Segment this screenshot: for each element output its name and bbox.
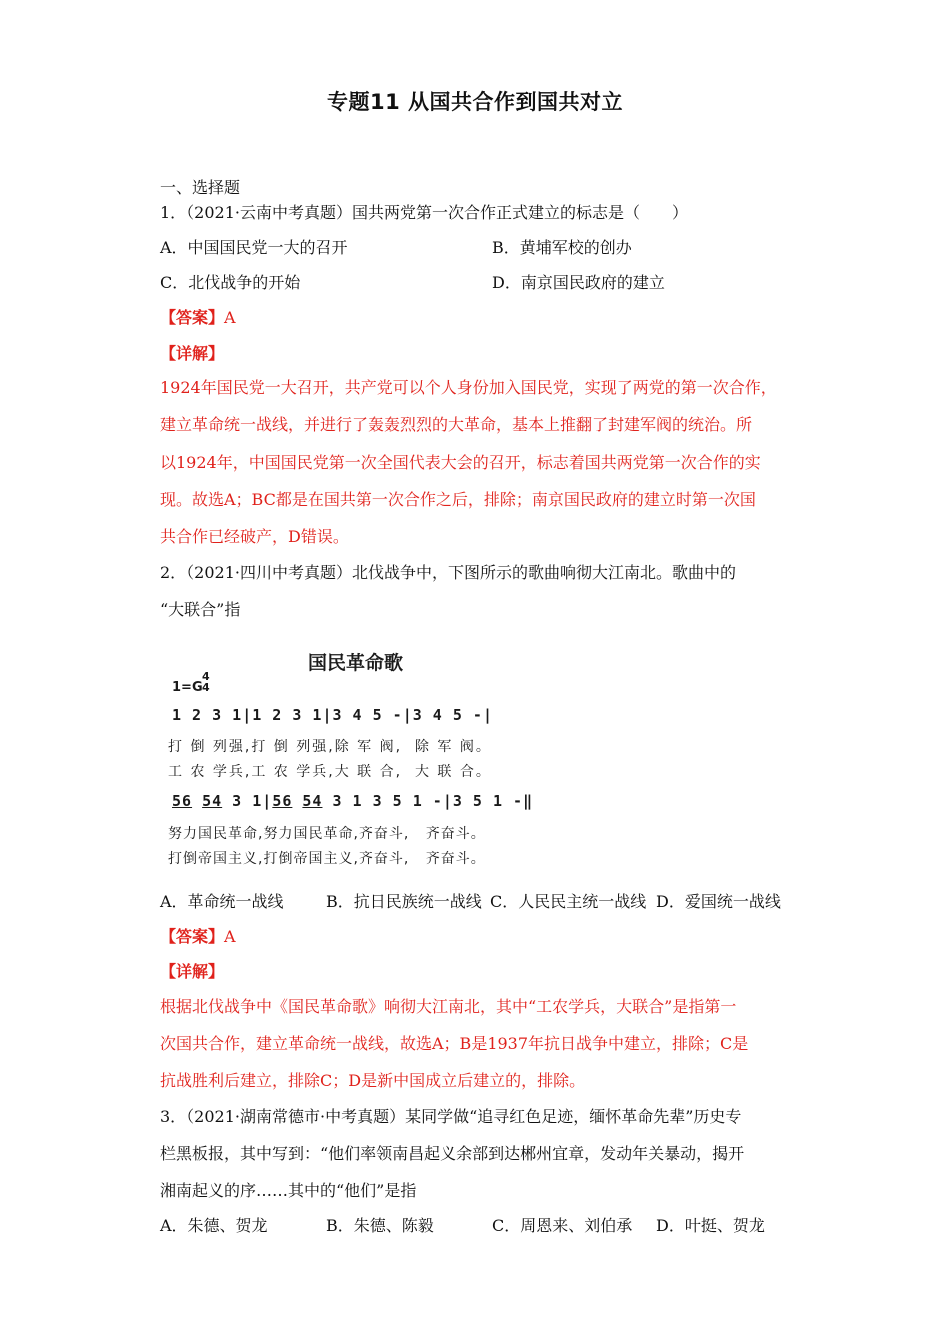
- q3-stem-line: 湘南起义的序……其中的“他们”是指: [160, 1181, 417, 1200]
- section-heading: 一、选择题: [160, 178, 241, 197]
- score-lyrics-row: 努力国民革命,努力国民革命,齐奋斗, 齐奋斗。: [168, 826, 486, 842]
- q1-detail-line: 共合作已经破产，D错误。: [160, 527, 349, 546]
- q3-option-b: B．朱德、陈毅: [326, 1216, 434, 1235]
- q2-stem-line: “大联合”指: [160, 600, 241, 619]
- q1-option-a: A．中国国民党一大的召开: [160, 238, 348, 257]
- q2-answer: [160, 927, 236, 947]
- answer-value: A: [224, 927, 236, 946]
- score-lyrics-row: 打倒帝国主义,打倒帝国主义,齐奋斗, 齐奋斗。: [168, 851, 486, 867]
- q1-answer: [160, 308, 236, 328]
- q1-detail-label: 【详解】: [160, 344, 225, 363]
- score-key: 1=G: [172, 680, 203, 695]
- q1-stem: 1．（2021·云南中考真题）国共两党第一次合作正式建立的标志是（ ）: [160, 203, 688, 222]
- q2-option-b: B．抗日民族统一战线: [326, 892, 482, 911]
- q2-detail-line: 次国共合作，建立革命统一战线，故选A；B是1937年抗日战争中建立，排除；C是: [160, 1034, 749, 1053]
- note-group: 3 1|: [222, 792, 273, 810]
- q2-detail-line: 抗战胜利后建立，排除C；D是新中国成立后建立的，排除。: [160, 1071, 586, 1090]
- q1-detail-line: 现。故选A；BC都是在国共第一次合作之后，排除；南京国民政府的建立时第一次国: [160, 490, 756, 509]
- music-score-image: [160, 640, 550, 872]
- q1-option-c: C．北伐战争的开始: [160, 273, 301, 292]
- q1-option-d: D．南京国民政府的建立: [492, 273, 665, 292]
- q2-detail-line: 根据北伐战争中《国民革命歌》响彻大江南北，其中“工农学兵，大联合”是指第一: [160, 997, 737, 1016]
- score-lyrics-row: 打 倒 列强,打 倒 列强,除 军 阀, 除 军 阀。: [168, 739, 492, 755]
- q2-option-d: D．爱国统一战线: [656, 892, 781, 911]
- q1-detail-line: 建立革命统一战线，并进行了轰轰烈烈的大革命，基本上推翻了封建军阀的统治。所: [160, 415, 753, 434]
- q3-stem-line: 3．（2021·湖南常德市·中考真题）某同学做“追寻红色足迹，缅怀革命先辈”历史专: [160, 1107, 742, 1126]
- note-group: 56: [272, 792, 293, 810]
- note-group: 56: [172, 792, 193, 810]
- score-lyrics-row: 工 农 学兵,工 农 学兵,大 联 合, 大 联 合。: [168, 764, 492, 780]
- q3-stem-line: 栏黑板报，其中写到：“他们率领南昌起义余部到达郴州宜章，发动年关暴动，揭开: [160, 1144, 745, 1163]
- q3-option-d: D．叶挺、贺龙: [656, 1216, 765, 1235]
- score-title: 国民革命歌: [308, 652, 404, 674]
- q2-option-c: C．人民民主统一战线: [490, 892, 647, 911]
- note-group: 3 1 3 5 1 -|3 5 1 -‖: [322, 792, 534, 810]
- q2-detail-label: 【详解】: [160, 962, 225, 981]
- q3-option-c: C．周恩来、刘伯承: [492, 1216, 633, 1235]
- q2-stem-line: 2．（2021·四川中考真题）北伐战争中，下图所示的歌曲响彻大江南北。歌曲中的: [160, 563, 736, 582]
- note-group: 54: [202, 792, 223, 810]
- answer-label: 【答案】: [160, 927, 225, 946]
- q3-option-a: A．朱德、贺龙: [160, 1216, 268, 1235]
- q1-detail-line: 以1924年，中国国民党第一次全国代表大会的召开，标志着国共两党第一次合作的实: [160, 453, 761, 472]
- q2-option-a: A．革命统一战线: [160, 892, 284, 911]
- answer-label: 【答案】: [160, 308, 225, 327]
- q1-detail-line: 1924年国民党一大召开，共产党可以个人身份加入国民党，实现了两党的第一次合作，: [160, 378, 777, 397]
- q1-option-b: B．黄埔军校的创办: [492, 238, 632, 257]
- answer-value: A: [224, 308, 236, 327]
- score-notes-row: [172, 792, 533, 810]
- time-top: 4: [202, 670, 210, 683]
- score-notes-row: 1 2 3 1|1 2 3 1|3 4 5 -|3 4 5 -|: [172, 706, 493, 724]
- time-bottom: 4: [202, 681, 210, 694]
- time-signature: [202, 671, 210, 693]
- page-title: 专题11 从国共合作到国共对立: [326, 90, 624, 114]
- note-group: 54: [302, 792, 323, 810]
